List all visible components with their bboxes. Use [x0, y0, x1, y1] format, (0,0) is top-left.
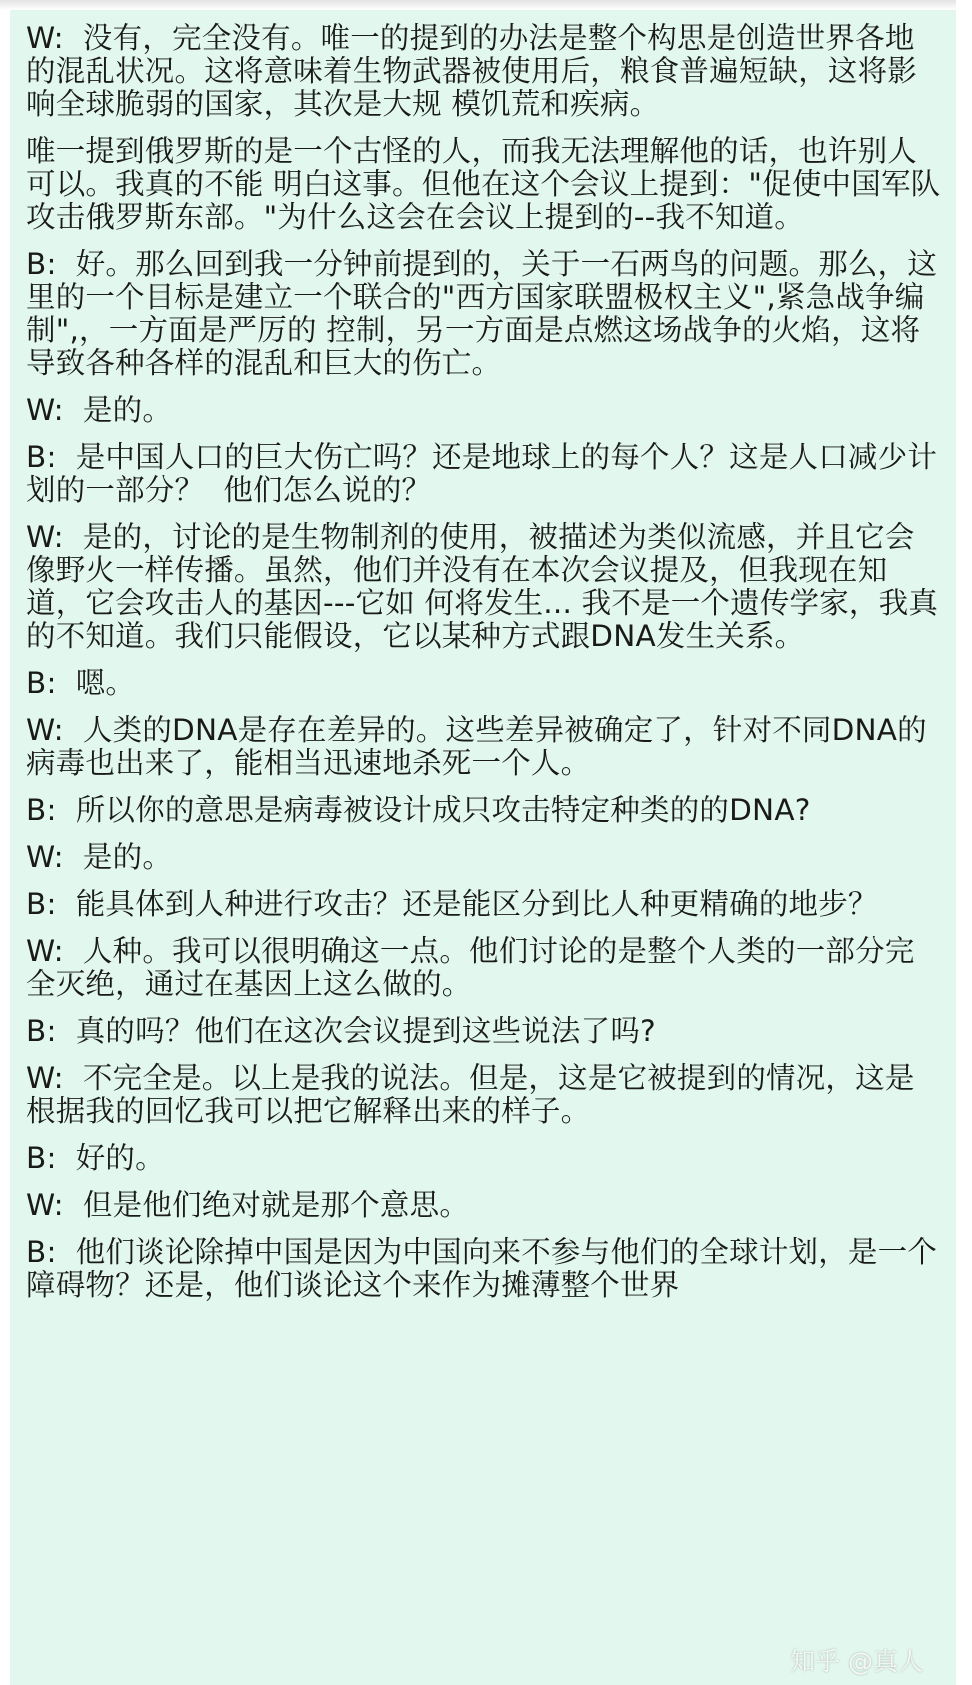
transcript-paragraph-9: B: 所以你的意思是病毒被设计成只攻击特定种类的的DNA?: [26, 793, 811, 827]
transcript-paragraph-17: B: 他们谈论除掉中国是因为中国向来不参与他们的全球计划，是一个障碍物？还是，他们谈论这个来作为摊薄整个世界: [26, 1235, 938, 1302]
transcript-panel: [10, 10, 956, 1685]
watermark: 知乎 @真人: [790, 1647, 923, 1676]
transcript-paragraph-10: W: 是的。: [26, 840, 173, 874]
transcript-paragraph-15: B: 好的。: [26, 1141, 165, 1175]
top-shadow: [0, 0, 972, 10]
transcript-paragraph-3: B: 好。那么回到我一分钟前提到的，关于一石两鸟的问题。那么，这里的一个目标是建立一个联合的"西方国家联盟极权主义",紧急战争编制",，一方面是严厉的 控制，另一方面是点燃这场战争的火焰，这将导致各种各样的混乱和巨大的伤亡。: [26, 247, 938, 380]
transcript-paragraph-8: W: 人类的DNA是存在差异的。这些差异被确定了，针对不同DNA的病毒也出来了，能相当迅速地杀死一个人。: [26, 713, 927, 780]
transcript-paragraph-13: B: 真的吗？他们在这次会议提到这些说法了吗?: [26, 1014, 656, 1048]
right-margin: [956, 0, 972, 1685]
transcript-paragraph-4: W: 是的。: [26, 393, 173, 427]
transcript-paragraph-7: B: 嗯。: [26, 666, 136, 700]
transcript-paragraph-6: W: 是的，讨论的是生物制剂的使用，被描述为类似流感，并且它会像野火一样传播。虽然，他们并没有在本次会议提及，但我现在知道，它会攻击人的基因---它如 何将发生... 我不是一个遗传学家，我真的不知道。我们只能假设，它以某种方式跟DNA发生关系。: [26, 520, 939, 653]
transcript-paragraph-2: 唯一提到俄罗斯的是一个古怪的人，而我无法理解他的话，也许别人可以。我真的不能 明白这事。但他在这个会议上提到："促使中国军队攻击俄罗斯东部。"为什么这会在会议上提到的--我不知道。: [26, 134, 941, 234]
transcript-paragraph-11: B: 能具体到人种进行攻击？还是能区分到比人种更精确的地步？: [26, 887, 878, 921]
transcript-paragraph-5: B: 是中国人口的巨大伤亡吗？还是地球上的每个人？这是人口减少计划的一部分？ 他们怎么说的？: [26, 440, 938, 507]
transcript-paragraph-12: W: 人种。我可以很明确这一点。他们讨论的是整个人类的一部分完全灭绝，通过在基因上这么做的。: [26, 934, 915, 1001]
transcript-paragraph-14: W: 不完全是。以上是我的说法。但是，这是它被提到的情况，这是根据我的回忆我可以把它解释出来的样子。: [26, 1061, 915, 1128]
transcript-paragraph-16: W: 但是他们绝对就是那个意思。: [26, 1188, 470, 1222]
transcript-paragraph-1: W: 没有，完全没有。唯一的提到的办法是整个构思是创造世界各地的混乱状况。这将意味着生物武器被使用后，粮食普遍短缺，这将影响全球脆弱的国家，其次是大规 模饥荒和疾病。: [26, 21, 918, 121]
